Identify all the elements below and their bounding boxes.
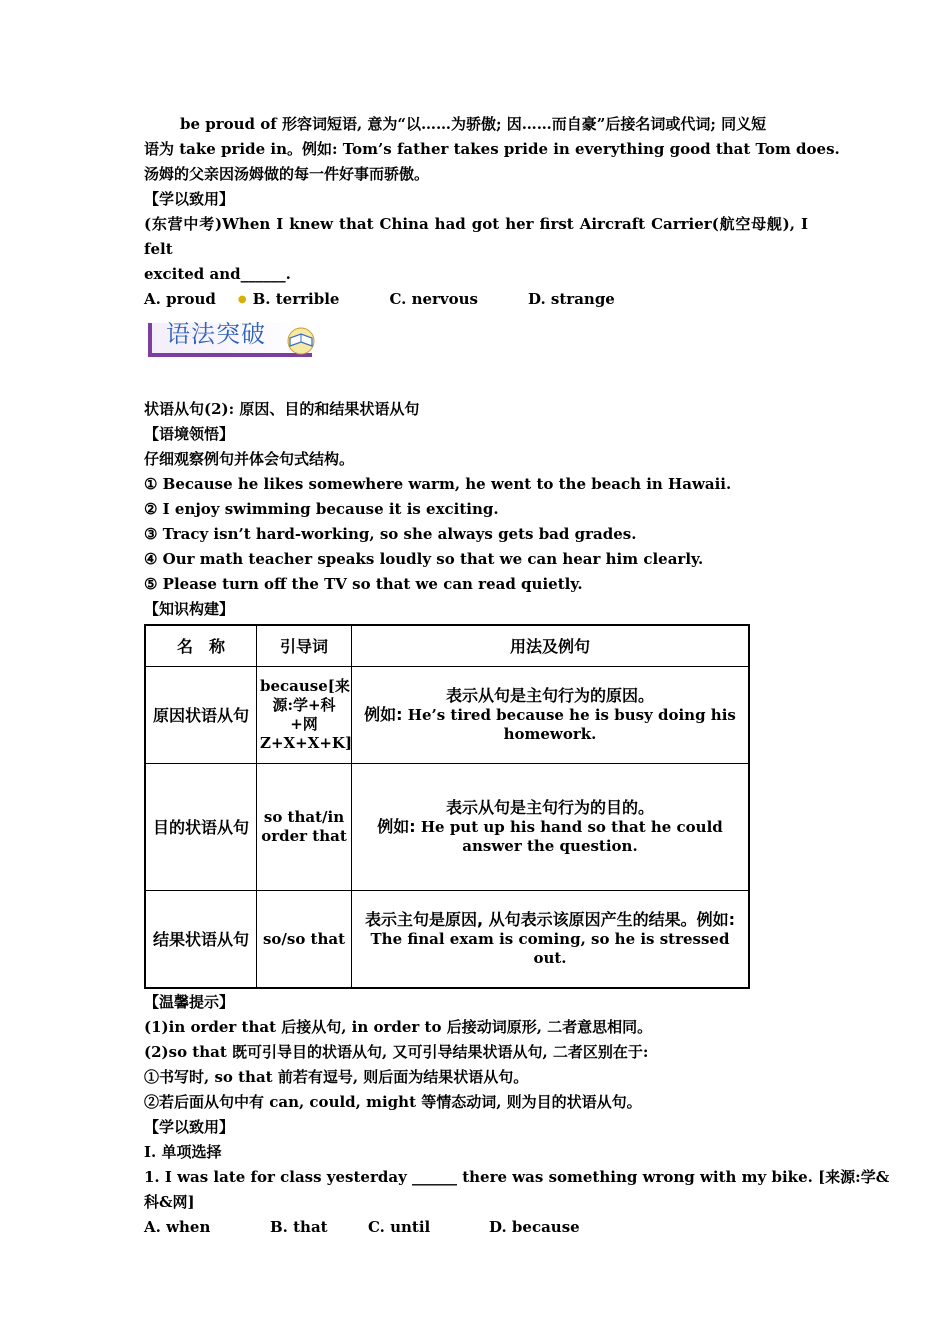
intro-line-3: 汤姆的父亲因汤姆做的每一件好事而骄傲。 [144, 165, 430, 183]
practice1-option-a: A. proud [144, 290, 216, 308]
context-heading: 【语境领悟】 [144, 425, 235, 443]
grammar-table [144, 624, 750, 989]
tip-4: ②若后面从句中有 can, could, might 等情态动词, 则为目的状语从句。 [144, 1093, 642, 1111]
header-conj: 引导词 [257, 625, 352, 667]
practice2-question-line-1: 1. I was late for class yesterday ______ there was something wrong with my bike. [来源:学& [144, 1168, 890, 1186]
row-usage [352, 764, 750, 891]
practice2-option-b: B. that [270, 1218, 328, 1236]
row-name: 原因状语从句 [145, 667, 257, 764]
book-icon [284, 327, 318, 355]
usage-zh: 表示主句是原因, 从句表示该原因产生的结果。例如: [364, 910, 736, 929]
practice2-options [144, 1215, 808, 1240]
practice1-option-b: B. terrible [252, 290, 340, 308]
dot-mark-icon: ● [237, 294, 247, 305]
table-header-row [145, 625, 749, 667]
practice2-option-d: D. because [489, 1218, 580, 1236]
usage-en: He put up his hand so that he could answer the question. [420, 818, 723, 855]
banner-title: 语法突破 [166, 320, 266, 348]
tip-2: (2)so that 既可引导目的状语从句, 又可引导结果状语从句, 二者区别在于: [144, 1043, 649, 1061]
tip-1: (1)in order that 后接从句, in order to 后接动词原形, 二者意思相同。 [144, 1018, 653, 1036]
practice2-option-c: C. until [368, 1218, 431, 1236]
practice1-question-line-1: (东营中考)When I knew that China had got her first Aircraft Carrier(航空母舰), I felt [144, 215, 808, 258]
usage-example [355, 817, 745, 856]
tips-heading: 【温馨提示】 [144, 993, 235, 1011]
example-2: ② I enjoy swimming because it is exciting. [144, 500, 499, 518]
header-name: 名 称 [145, 625, 257, 667]
row-conj: because[来源:学+科+网Z+X+X+K] [257, 667, 352, 764]
practice1-question-line-2: excited and______. [144, 265, 291, 283]
table-row [145, 891, 749, 989]
document-page [144, 112, 890, 1240]
section-banner [148, 317, 808, 365]
knowledge-heading: 【知识构建】 [144, 600, 235, 618]
row-usage [352, 891, 750, 989]
usage-example [355, 929, 745, 968]
practice1-options [144, 287, 808, 312]
usage-prefix: 例如: [364, 705, 403, 724]
tip-3: ①书写时, so that 前若有逗号, 则后面为结果状语从句。 [144, 1068, 529, 1086]
practice1-heading: 【学以致用】 [144, 190, 235, 208]
example-4: ④ Our math teacher speaks loudly so that we can hear him clearly. [144, 550, 704, 568]
usage-en: He’s tired because he is busy doing his homework. [407, 706, 736, 743]
example-1: ① Because he likes somewhere warm, he went to the beach in Hawaii. [144, 475, 732, 493]
usage-prefix: 例如: [377, 817, 416, 836]
practice2-question-line-2: 科&网] [144, 1193, 195, 1211]
intro-line-1: be proud of 形容词短语, 意为“以……为骄傲; 因……而自豪”后接名词或代词; 同义短 [180, 115, 767, 133]
instruction: 仔细观察例句并体会句式结构。 [144, 450, 355, 468]
row-name: 结果状语从句 [145, 891, 257, 989]
practice2-section: I. 单项选择 [144, 1143, 222, 1161]
grammar-title: 状语从句(2): 原因、目的和结果状语从句 [144, 400, 420, 418]
table-row [145, 667, 749, 764]
row-name: 目的状语从句 [145, 764, 257, 891]
header-usage: 用法及例句 [352, 625, 750, 667]
example-5: ⑤ Please turn off the TV so that we can read quietly. [144, 575, 583, 593]
intro-line-2: 语为 take pride in。例如: Tom’s father takes pride in everything good that Tom does. [144, 140, 840, 158]
practice1-option-d: D. strange [528, 290, 615, 308]
practice1-option-c: C. nervous [389, 290, 478, 308]
example-3: ③ Tracy isn’t hard-working, so she always gets bad grades. [144, 525, 637, 543]
row-conj: so/so that [257, 891, 352, 989]
usage-example [355, 705, 745, 744]
usage-zh: 表示从句是主句行为的目的。 [445, 798, 654, 817]
usage-en: The final exam is coming, so he is stressed out. [370, 930, 730, 967]
practice2-option-a: A. when [144, 1218, 211, 1236]
row-conj: so that/in order that [257, 764, 352, 891]
usage-zh: 表示从句是主句行为的原因。 [445, 686, 654, 705]
practice2-heading: 【学以致用】 [144, 1118, 235, 1136]
row-usage [352, 667, 750, 764]
table-row [145, 764, 749, 891]
